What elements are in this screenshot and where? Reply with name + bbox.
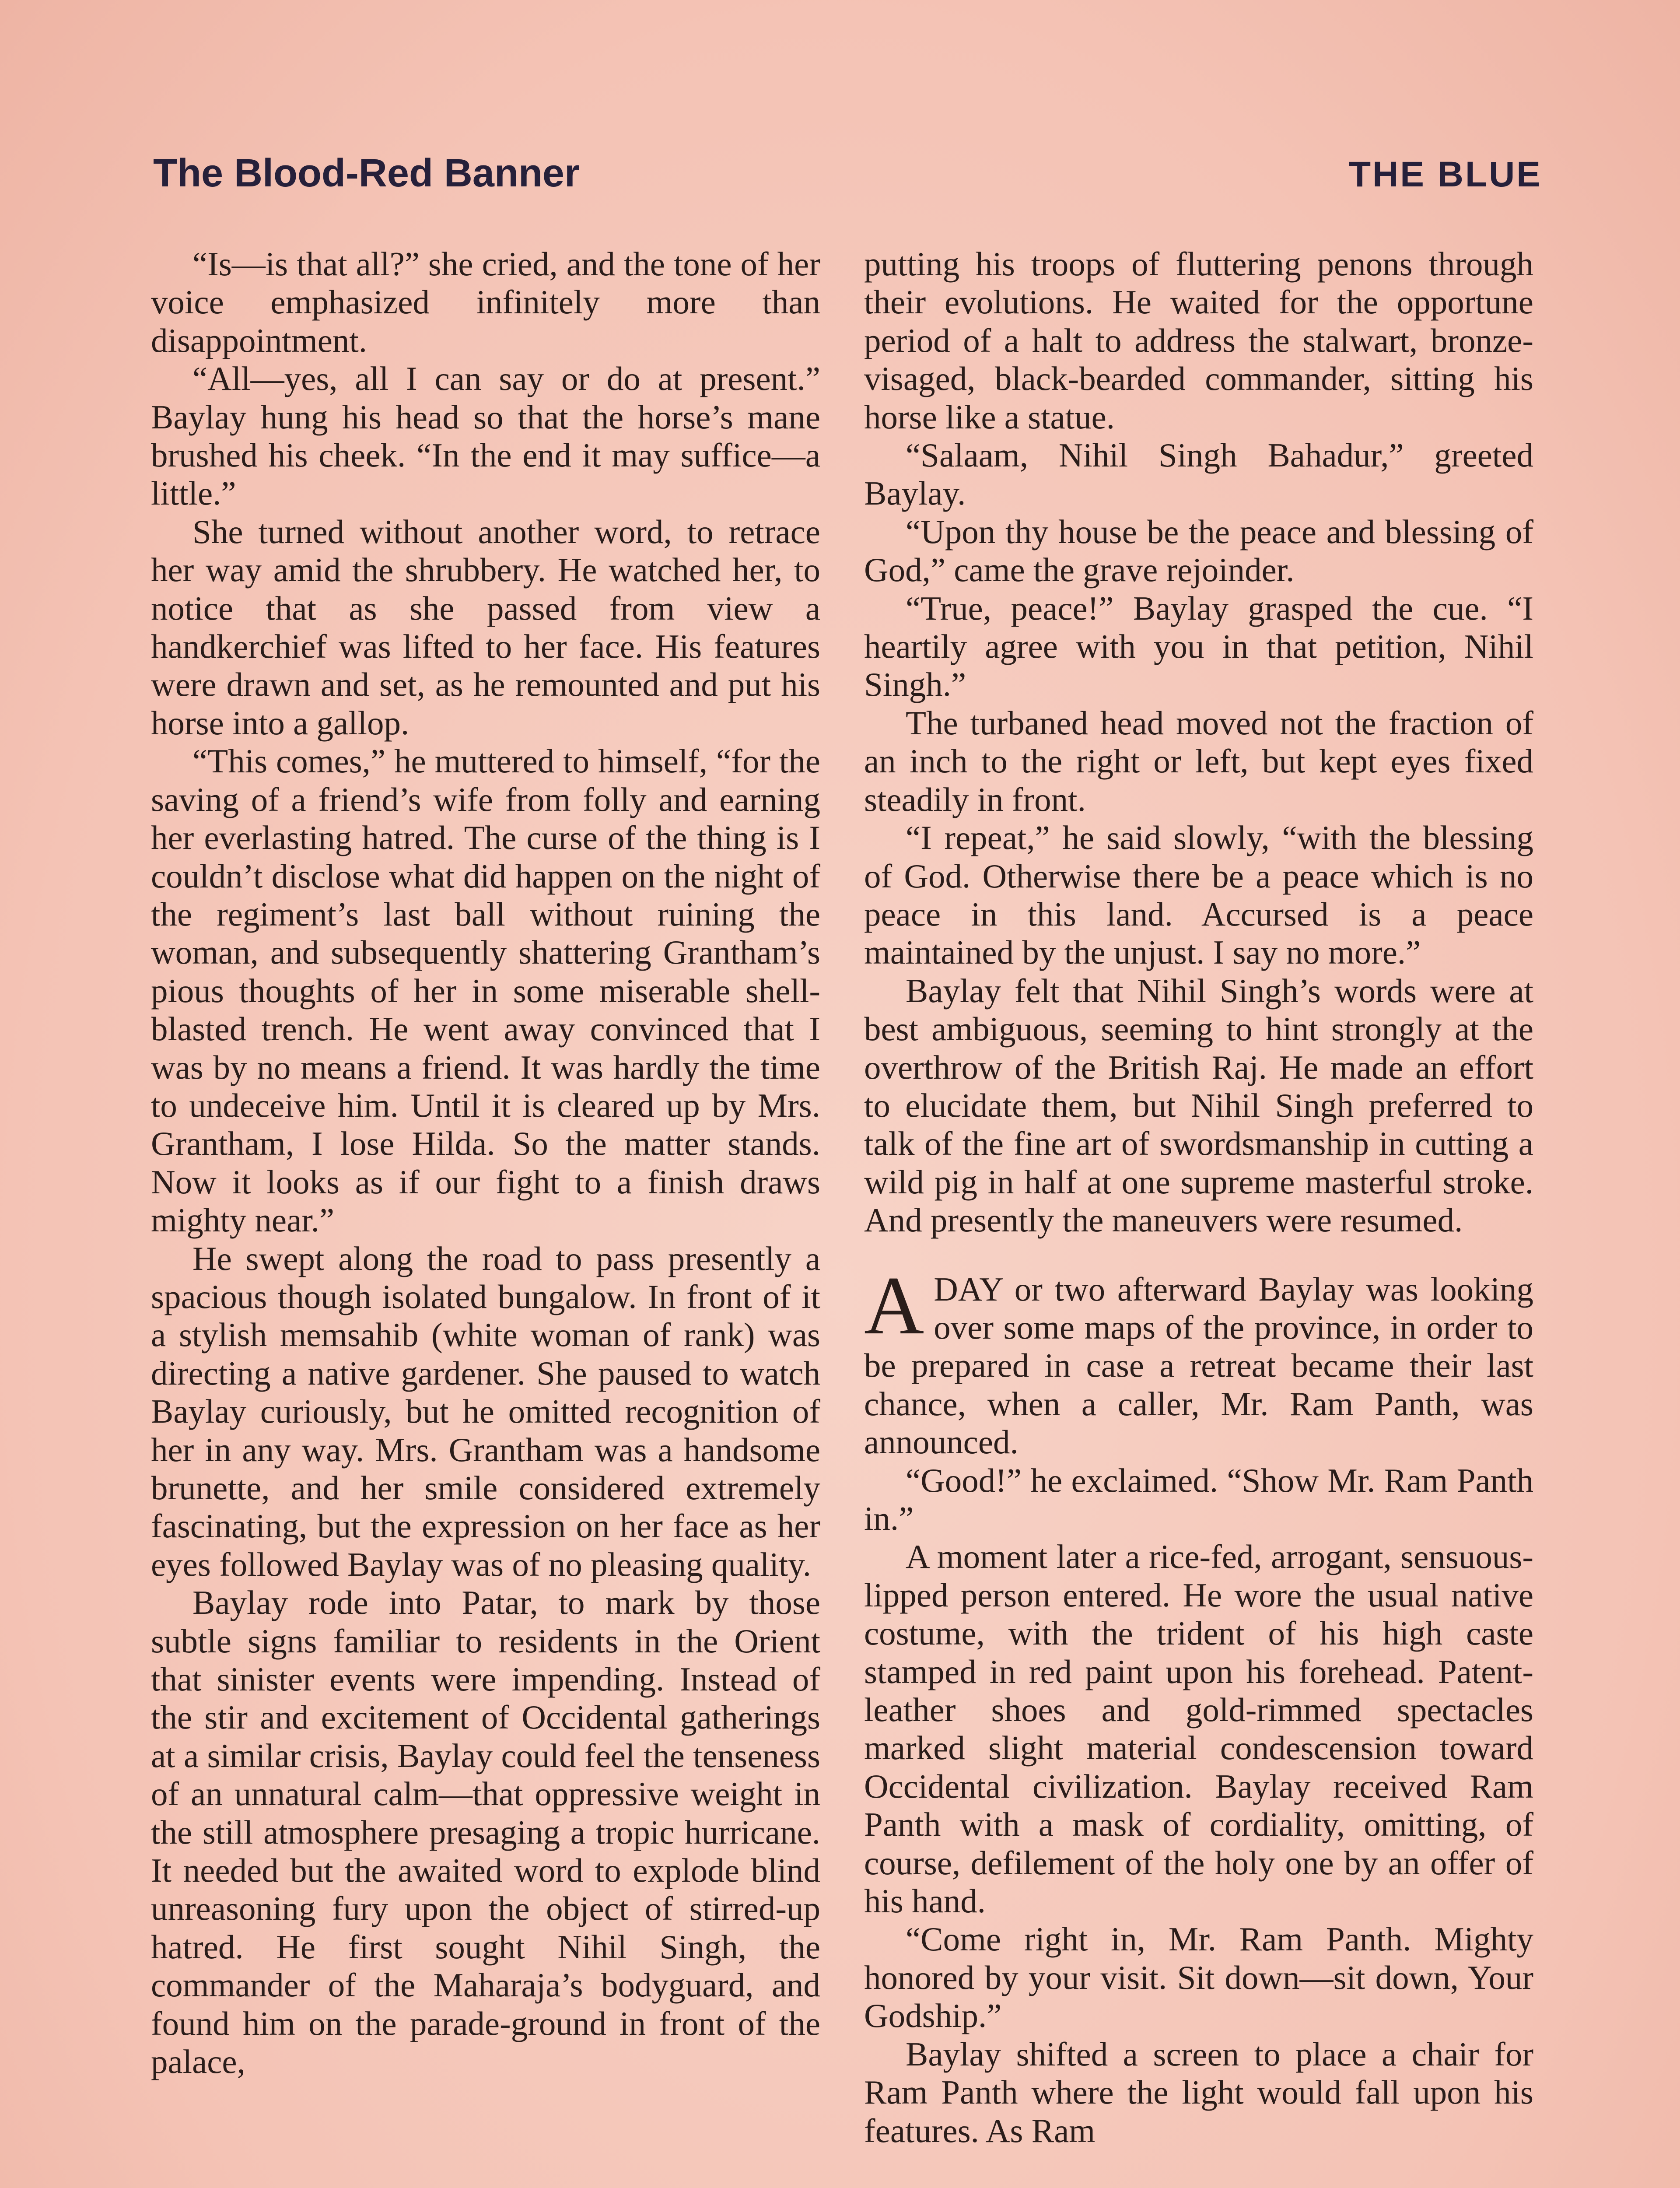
paragraph: A moment later a rice-fed, arrogant, sensuous-lipped person entered. He wore the usual native costume, with the trident of his high caste stamped in red paint upon his forehead. Patent-leather shoes and gold-rimmed spectacles marked slight material condescension toward Occidental civilization. Baylay received Ram Panth with a mask of cordiality, omitting, of course, defilement of the holy one by an offer of his hand. [864,1538,1533,1920]
paragraph: She turned without another word, to retrace her way amid the shrubbery. He watched her, to notice that as she passed from view a handkerchief was lifted to her face. His features were drawn and set, as he remounted and put his horse into a gallop. [151,512,820,742]
left-column [151,245,820,2081]
paragraph: “I repeat,” he said slowly, “with the blessing of God. Otherwise there be a peace which is no peace in this land. Accursed is a peace maintained by the unjust. I say no more.” [864,819,1533,971]
paragraph: “All—yes, all I can say or do at present.” Baylay hung his head so that the horse’s mane brushed his cheek. “In the end it may suffice—a little.” [151,360,820,512]
paragraph: “Upon thy house be the peace and blessing of God,” came the grave rejoinder. [864,512,1533,589]
paragraph: Baylay rode into Patar, to mark by those subtle signs familiar to residents in the Orient that sinister events were impending. Instead of the stir and excitement of Occidental gatherings at a similar crisis, Baylay could feel the tenseness of an unnatural calm—that oppressive weight in the still atmosphere presaging a tropic hurricane. It needed but the awaited word to explode blind unreasoning fury upon the object of stirred-up hatred. He first sought Nihil Singh, the commander of the Maharaja’s bodyguard, and found him on the parade-ground in front of the palace, [151,1584,820,2081]
paragraph: “True, peace!” Baylay grasped the cue. “I heartily agree with you in that petition, Nihil Singh.” [864,589,1533,704]
paragraph: “This comes,” he muttered to himself, “for the saving of a friend’s wife from folly and earning her everlasting hatred. The curse of the thing is I couldn’t disclose what did happen on the night of the regiment’s last ball without ruining the woman, and subsequently shattering Grantham’s pious thoughts of her in some miserable shell-blasted trench. He went away convinced that I was by no means a friend. It was hardly the time to undeceive him. Until it is cleared up by Mrs. Grantham, I lose Hilda. So the matter stands. Now it looks as if our fight to a finish draws mighty near.” [151,742,820,1239]
paragraph: Baylay shifted a screen to place a chair for Ram Panth where the light would fall upon his features. As Ram [864,2035,1533,2149]
paragraph: “Salaam, Nihil Singh Bahadur,” greeted Baylay. [864,436,1533,512]
paragraph: Baylay felt that Nihil Singh’s words were at best ambiguous, seeming to hint strongly at the overthrow of the British Raj. He made an effort to elucidate them, but Nihil Singh preferred to talk of the fine art of swordsmanship in cutting a wild pig in half at one supreme masterful stroke. And presently the maneuvers were resumed. [864,971,1533,1239]
running-header [153,151,1542,203]
right-column [864,245,1533,2150]
paragraph: putting his troops of fluttering penons through their evolutions. He waited for the opportune period of a halt to address the stalwart, bronze-visaged, black-bearded commander, sitting his horse like a statue. [864,245,1533,436]
section-opening-text: DAY or two afterward Baylay was looking over some maps of the province, in order to be prepared in case a retreat became their last chance, when a caller, Mr. Ram Panth, was announced. [864,1270,1533,1461]
paragraph: “Is—is that all?” she cried, and the tone of her voice emphasized infinitely more than disappointment. [151,245,820,359]
paragraph: He swept along the road to pass presently a spacious though isolated bungalow. In front of it a stylish memsahib (white woman of rank) was directing a native gardener. She paused to watch Baylay curiously, but he omitted recognition of her in any way. Mrs. Grantham was a handsome brunette, and her smile considered extremely fascinating, but the expression on her face as her eyes followed Baylay was of no pleasing quality. [151,1239,820,1583]
magazine-title: THE BLUE [1349,154,1542,194]
story-title: The Blood-Red Banner [153,151,580,195]
section-opening-paragraph [864,1259,1533,1462]
drop-cap: A [864,1259,924,1352]
paragraph: “Good!” he exclaimed. “Show Mr. Ram Panth in.” [864,1461,1533,1537]
paragraph: “Come right in, Mr. Ram Panth. Mighty honored by your visit. Sit down—sit down, Your Godship.” [864,1920,1533,2035]
paragraph: The turbaned head moved not the fraction of an inch to the right or left, but kept eyes fixed steadily in front. [864,704,1533,818]
